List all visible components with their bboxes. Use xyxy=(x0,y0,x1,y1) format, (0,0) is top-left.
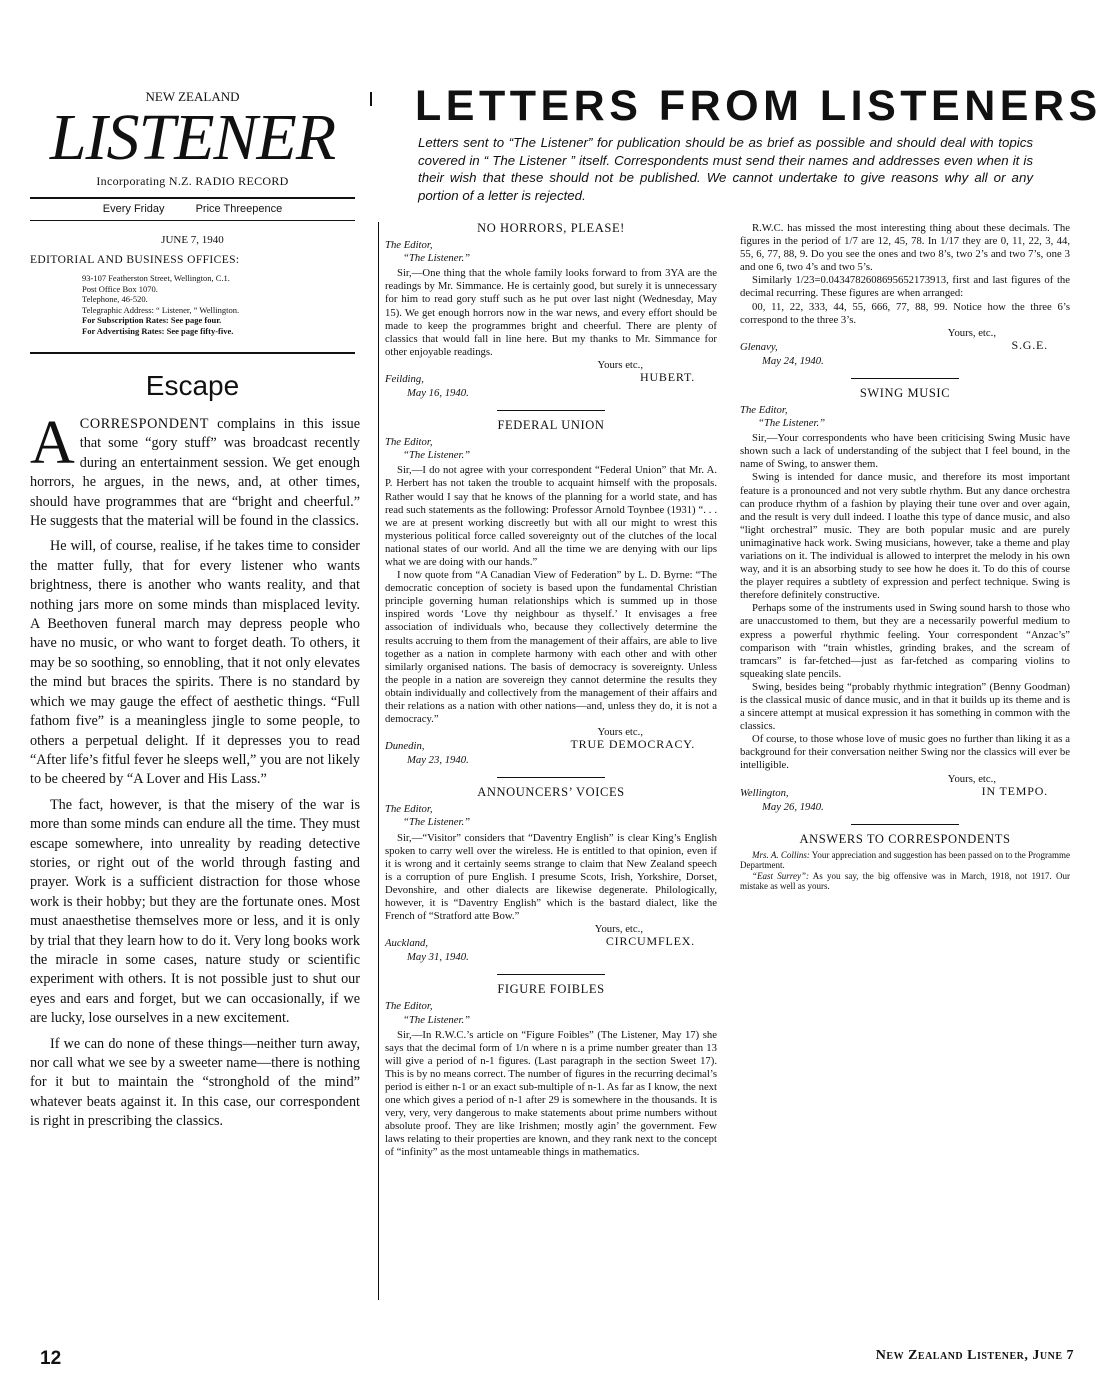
letter-heading-announcers: ANNOUNCERS’ VOICES xyxy=(477,785,625,800)
masthead-price-line xyxy=(30,203,355,215)
letter-salutation: The Editor, xyxy=(385,436,433,449)
letter-date: May 31, 1940. xyxy=(407,951,469,964)
letter-salutation-2: “The Listener.” xyxy=(403,449,471,462)
letter-paragraph: R.W.C. has missed the most interesting thing about these decimals. The figures in the period of 1/7 are 12, 45, 78. In 1/17 they are 0, 11, 22, 3, 44, 55, 6, 77, 88, 9. Do you see the ones and two 8’s, two 2’s and two 7’s, one 3 and one 6, two 4’s and two 5’s. xyxy=(740,222,1070,274)
office-telephone: Telephone, 46-520. xyxy=(82,294,148,304)
footer-title: New Zealand Listener, June 7 xyxy=(875,1348,1074,1363)
letter-paragraph: Similarly 1/23=0.0434782608695652173913, first and last figures of the decimal recurring. These figures are when arranged: xyxy=(740,274,1070,300)
letter-place: Auckland, xyxy=(385,937,429,950)
page-number: 12 xyxy=(40,1348,62,1369)
answers-heading: ANSWERS TO CORRESPONDENTS xyxy=(799,831,1011,846)
editorial-lead: CORRESPONDENT xyxy=(79,416,209,432)
letter-signature: TRUE DEMOCRACY. xyxy=(570,737,695,752)
section-intro: Letters sent to “The Listener” for publication should be as brief as possible and should deal with topics covered in “ The Listener ” itself. Correspondents must send their names and addresses even when it is their wish that these should not be published. We cannot undertake to give reasons why all or any portion of a letter is rejected. xyxy=(418,135,1033,203)
letter-salutation: The Editor, xyxy=(740,403,788,416)
masthead-date: JUNE 7, 1940 xyxy=(161,234,224,246)
letter-place: Dunedin, xyxy=(385,740,425,753)
editorial-paragraph: If we can do none of these things—neither turn away, nor call what we see by a sweeter name—there is nothing for it but to maintain the “stronghold of the mind” whatever beats against it. In this case, our correspondent is right in prescribing the classics. xyxy=(30,1035,360,1130)
column-rule-top xyxy=(370,92,372,106)
letter-date: May 23, 1940. xyxy=(407,754,469,767)
letter-paragraph: I now quote from “A Canadian View of Federation” by L. D. Byrne: “The democratic conception of society is based upon the fundamental Christian principle governing human relationships which is summed up in those inspired words ‘Love thy neighbour as thyself.’ It envisages a free association of individuals who, because they collectively determine the results accruing to them from the management of their affairs, are able to live together as a nation in complete harmony with each other and with other similarly organised nations. The basis of democracy is sovereignty. Unless the people in a nation are sovereign they cannot determine the results they obtain individually and collectively from the management of their affairs and their relations as a nation with other nations—and, unless they do, it is not a democracy.” xyxy=(385,569,717,726)
letter-salutation: The Editor, xyxy=(385,239,433,252)
masthead-price: Price Threepence xyxy=(195,203,283,215)
letter-signature: HUBERT. xyxy=(640,369,695,384)
letters-column-2 xyxy=(385,222,717,1160)
letter-paragraph: Swing is intended for dance music, and therefore its most important feature is a pronounced and not very subtle rhythm. But any dance orchestra can produce rhythm of a fashion by playing their tune over and over again, and the result is very dull indeed. I loathe this type of dance music, and also “light orchestral” music. They are both popular music and are purely unimaginative hack work. Swing musicians, however, take a theme and play variations on it. The individual is allowed to interpret the melody in his own way, and it is an absorbing study to see how he does it. To do this of course the player requires a subtlety of expression and perfect technique. Swing is therefore definitely constructive. xyxy=(740,471,1070,602)
answer-name: “East Surrey”: xyxy=(752,870,809,881)
office-po-box: Post Office Box 1070. xyxy=(82,283,158,294)
editorial-body xyxy=(30,409,360,1138)
office-address: 93-107 Featherston Street, Wellington, C.1. xyxy=(82,273,230,283)
office-subscription: For Subscription Rates: See page four. xyxy=(82,315,222,325)
masthead-frequency: Every Friday xyxy=(102,203,165,215)
letter-paragraph: Sir,—One thing that the whole family looks forward to from 3YA are the readings by Mr. Simmance. He is certainly good, but surely it is unnecessary for him to read gory stuff such as he put over last night (Wednesday, May 15). We get enough horrors now in the war news, and every effort should be made to keep the programmes bright and cheerful. There are plenty of classics that would fall in line here. But my thanks to Mr. Simmance for other enjoyable readings. xyxy=(385,267,717,358)
column-rule-2 xyxy=(378,222,379,1300)
letter-date: May 24, 1940. xyxy=(762,354,824,367)
letter-salutation: The Editor, xyxy=(385,803,433,816)
letter-paragraph: Of course, to those whose love of music goes no further than liking it as a background for their conversation neither Swing nor the classics will ever be intelligible. xyxy=(740,733,1070,772)
editorial-paragraph xyxy=(30,409,360,531)
letter-yours: Yours etc., xyxy=(597,358,643,371)
letter-place: Feilding, xyxy=(385,372,424,385)
editorial-paragraph: The fact, however, is that the misery of the war is more than some minds can endure all the time. They must escape somewhere, into unreality by reading detective stories, or right out of the world through fasting and prayer. Work is a sufficient distraction for those whose work is their hobby; but they are the fortunate ones. Most must anaesthetise themselves more or less, and it is only by trial that they learn how to do it. Very long books work the miracle in some cases, nature study or scientific experiment with others. It is not possible just to shut our eyes and ears and forget, but we can occasionally, if we are lucky, lose ourselves in a new excitement. xyxy=(30,796,360,1027)
letter-divider xyxy=(851,378,959,379)
letter-salutation: The Editor, xyxy=(385,1000,433,1013)
letter-signature-block xyxy=(740,773,1070,801)
letter-paragraph: Sir,—“Visitor” considers that “Daventry English” is clear King’s English spoken to carry well over the wireless. He is entitled to that opinion, even if it is wrong and it certainly seems strange to claim that New Zealand speech is a corruption of pure English. I presume Scots, Irish, Yorkshire, Dorset, Devonshire, and other dialects are likewise degenerate. Philologically, however, it is “Daventry English” which is the bastard dialect, like the French of “Stratford atte Bow.” xyxy=(385,831,717,923)
answer-text: Your appreciation and suggestion has been passed on to the Programme Department. xyxy=(740,849,1070,871)
letter-salutation-2: “The Listener.” xyxy=(758,417,826,430)
letters-column-3 xyxy=(740,222,1070,892)
letter-heading-federal: FEDERAL UNION xyxy=(497,418,605,433)
answer-item xyxy=(740,850,1070,871)
letter-divider xyxy=(497,777,605,778)
letter-divider xyxy=(497,974,605,975)
letter-yours: Yours etc., xyxy=(597,726,643,739)
letter-heading-figure: FIGURE FOIBLES xyxy=(497,982,605,997)
letter-paragraph: Sir,—Your correspondents who have been criticising Swing Music have shown such a lack of understanding of the subject that I feel bound, in the name of Swing, to answer them. xyxy=(740,432,1070,471)
letter-salutation-2: “The Listener.” xyxy=(403,816,471,829)
letter-signature: CIRCUMFLEX. xyxy=(605,934,695,949)
letter-yours: Yours, etc., xyxy=(594,923,643,936)
editorial-paragraph: He will, of course, realise, if he takes time to consider the matter fully, that for every listener who wants brightness, there is another who wants reality, and that nothing jars more on some minds than misplaced levity. A Beethoven funeral march may depress people who have no music, or who want to forget death. To others, it may be so soothing, so ennobling, that it not only elevates the mind but braces the spirits. There is no standard by which we may gauge the effect of aesthetic things. “Full fathom five” is a meaningless jingle to some people, to others a perpetual delight. If it depresses you to read “After life’s fitful fever he sleeps well,” you are not likely to be cheered by “A Lover and His Lass.” xyxy=(30,538,360,788)
masthead-rule-top xyxy=(30,197,355,199)
letter-paragraph: Swing, besides being “probably rhythmic integration” (Benny Goodman) is the classical music of dance music, and in that it builds up its theme and is a sincere attempt at musical expression it has something in common with the classics. xyxy=(740,680,1070,733)
answer-name: Mrs. A. Collins: xyxy=(752,849,810,860)
letter-paragraph: 00, 11, 22, 333, 44, 55, 666, 77, 88, 99. Notice how the three 6’s correspond to the three 3’s. xyxy=(740,300,1070,326)
letter-divider xyxy=(851,824,959,825)
letter-heading-swing: SWING MUSIC xyxy=(859,385,951,400)
letter-signature-block xyxy=(740,327,1070,355)
answer-text: As you say, the big offensive was in March, 1918, not 1917. Our mistake as well as yours. xyxy=(740,870,1070,892)
letter-signature: IN TEMPO. xyxy=(981,783,1048,798)
offices-heading: EDITORIAL AND BUSINESS OFFICES: xyxy=(30,254,240,266)
letter-signature-block xyxy=(385,923,717,951)
editorial-title: Escape xyxy=(145,370,240,401)
masthead-country: NEW ZEALAND xyxy=(145,89,240,104)
masthead-rule-mid xyxy=(30,220,355,221)
letter-divider xyxy=(497,410,605,411)
letter-yours: Yours, etc., xyxy=(947,772,996,785)
masthead-incorporating: Incorporating N.Z. RADIO RECORD xyxy=(96,174,289,188)
masthead-title: LISTENER xyxy=(49,101,336,174)
answer-item xyxy=(740,871,1070,892)
letter-place: Glenavy, xyxy=(740,340,778,353)
letter-place: Wellington, xyxy=(740,786,789,799)
letter-salutation-2: “The Listener.” xyxy=(403,252,471,265)
letter-signature-block xyxy=(385,359,717,387)
letter-paragraph: Sir,—I do not agree with your correspondent “Federal Union” that Mr. A. P. Herbert has not taken the trouble to acquaint himself with the proposals. Rather would I say that he knows of the planning for a world state, and has read such statements as the following: Professor Arnold Toynbee (1931) “. . . we are at present working discreetly but with all our might to wrest this mysterious political force called sovereignty out of the clutches of the local national states of our world. And all the time we are denying with our lips what we are doing with our hands.” xyxy=(385,464,717,568)
masthead-rule-bottom xyxy=(30,352,355,354)
letter-date: May 16, 1940. xyxy=(407,386,469,399)
letter-date: May 26, 1940. xyxy=(762,800,824,813)
offices-details xyxy=(82,273,362,336)
office-advertising: For Advertising Rates: See page fifty-five. xyxy=(82,325,234,336)
editorial-p1-text: complains in this issue that some “gory stuff” was broadcast recently during an entertainment session. We get enough horrors, he argues, in the news, and, at other times, should have programmes that are “bright and cheerful.” He suggests that the material will be found in the classics. xyxy=(30,416,360,530)
office-telegraphic: Telegraphic Address: “ Listener, ” Wellington. xyxy=(82,304,240,315)
letter-signature-block xyxy=(385,726,717,754)
letter-paragraph: Perhaps some of the instruments used in Swing sound harsh to those who are unaccustomed to them, but they are a necessarily powerful medium to express a powerful rhythmic feeling. Your correspondent “Anzac’s” comparison with “train whistles, grinding brakes, and the scream of tramcars” is far-fetched—just as far-fetched as comparing violins to squeaking slate pencils. xyxy=(740,602,1070,680)
section-title: LETTERS FROM LISTENERS xyxy=(415,82,1102,130)
letter-yours: Yours, etc., xyxy=(947,326,996,339)
letter-heading-horrors: NO HORRORS, PLEASE! xyxy=(477,221,625,235)
letter-salutation-2: “The Listener.” xyxy=(403,1013,471,1026)
letter-signature: S.G.E. xyxy=(1011,337,1048,352)
letter-paragraph: Sir,—In R.W.C.’s article on “Figure Foibles” (The Listener, May 17) she says that the decimal form of 1/n where n is a prime number greater than 13 will give a period of n-1 figures. (Last paragraph in the section Sweet 17). This is by no means correct. The number of figures in the recurring decimal’s period is either n-1 or an exact sub-multiple of n-1. As far as I know, the next one which gives a period of n-1 after 29 is somewhere in the thousands. It is very, very, very dangerous to make statements about prime numbers without absolute proof. They are like Irishmen; mostly agin’ the government. Few laws relating to their properties are known, and they rank next to the concept of “infinity” as the most untameable things in mathematics. xyxy=(385,1028,717,1159)
editorial-dropcap: A xyxy=(30,409,75,477)
